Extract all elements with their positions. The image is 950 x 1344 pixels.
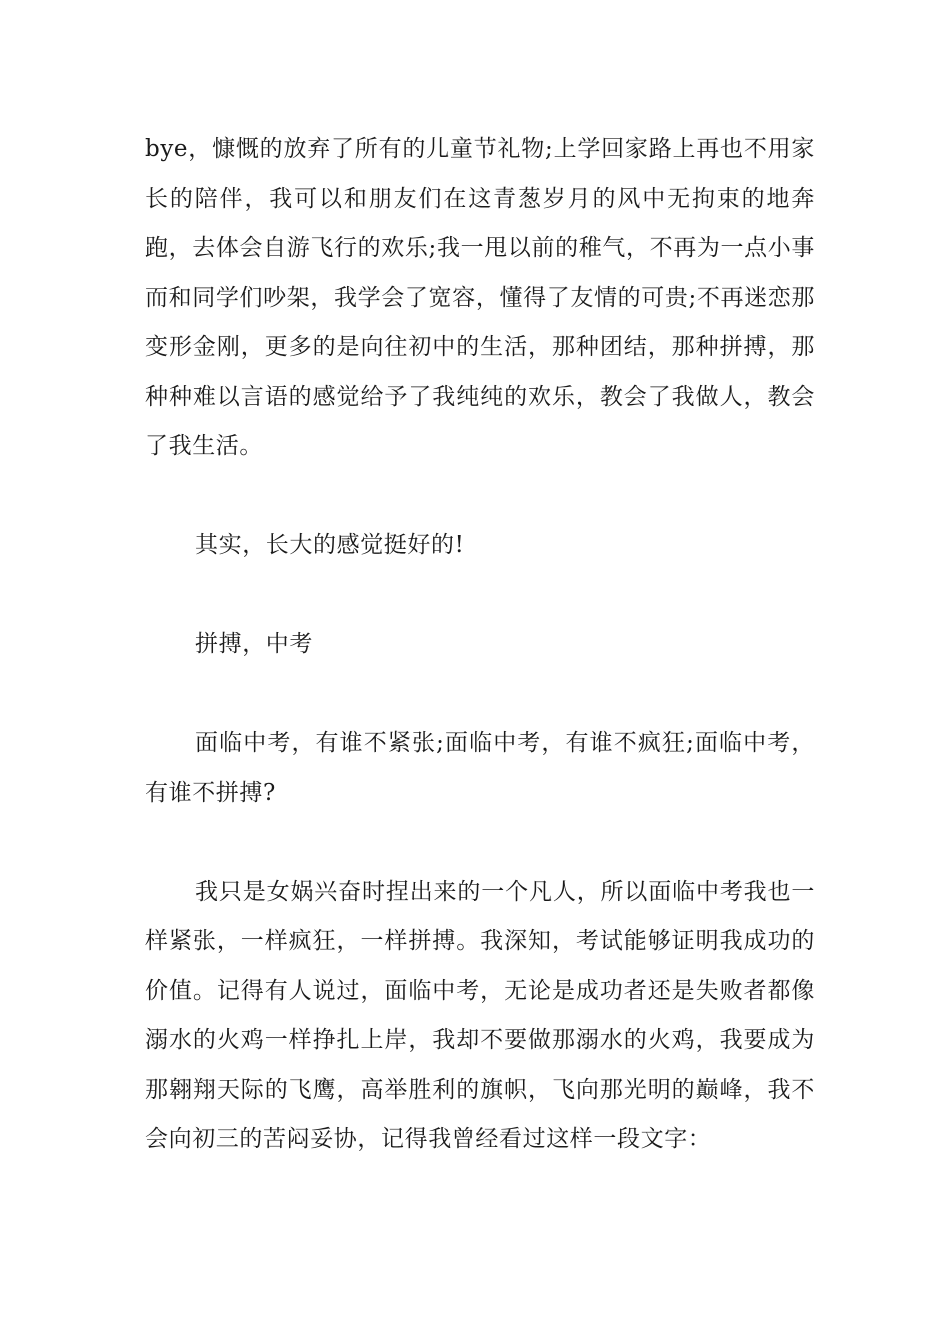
paragraph-1: bye，慷慨的放弃了所有的儿童节礼物;上学回家路上再也不用家长的陪伴，我可以和朋友们在这青葱岁月的风中无拘束的地奔跑，去体会自游飞行的欢乐;我一甩以前的稚气，不再为一点小事而和同学们吵架，我学会了宽容，懂得了友情的可贵;不再迷恋那变形金刚，更多的是向往初中的生活，那种团结，那种拼搏，那种种难以言语的感觉给予了我纯纯的欢乐，教会了我做人，教会了我生活。 <box>145 136 815 459</box>
document-body <box>145 125 815 1165</box>
paragraph-4: 面临中考，有谁不紧张;面临中考，有谁不疯狂;面临中考，有谁不拼搏? <box>145 730 815 806</box>
paragraph-2: 其实，长大的感觉挺好的! <box>195 532 465 558</box>
paragraph-3-heading: 拼搏，中考 <box>195 631 313 657</box>
paragraph-5: 我只是女娲兴奋时捏出来的一个凡人，所以面临中考我也一样紧张，一样疯狂，一样拼搏。我深知，考试能够证明我成功的价值。记得有人说过，面临中考，无论是成功者还是失败者都像溺水的火鸡一样挣扎上岸，我却不要做那溺水的火鸡，我要成为那翱翔天际的飞鹰，高举胜利的旗帜，飞向那光明的巅峰，我不会向初三的苦闷妥协，记得我曾经看过这样一段文字： <box>145 878 815 1152</box>
